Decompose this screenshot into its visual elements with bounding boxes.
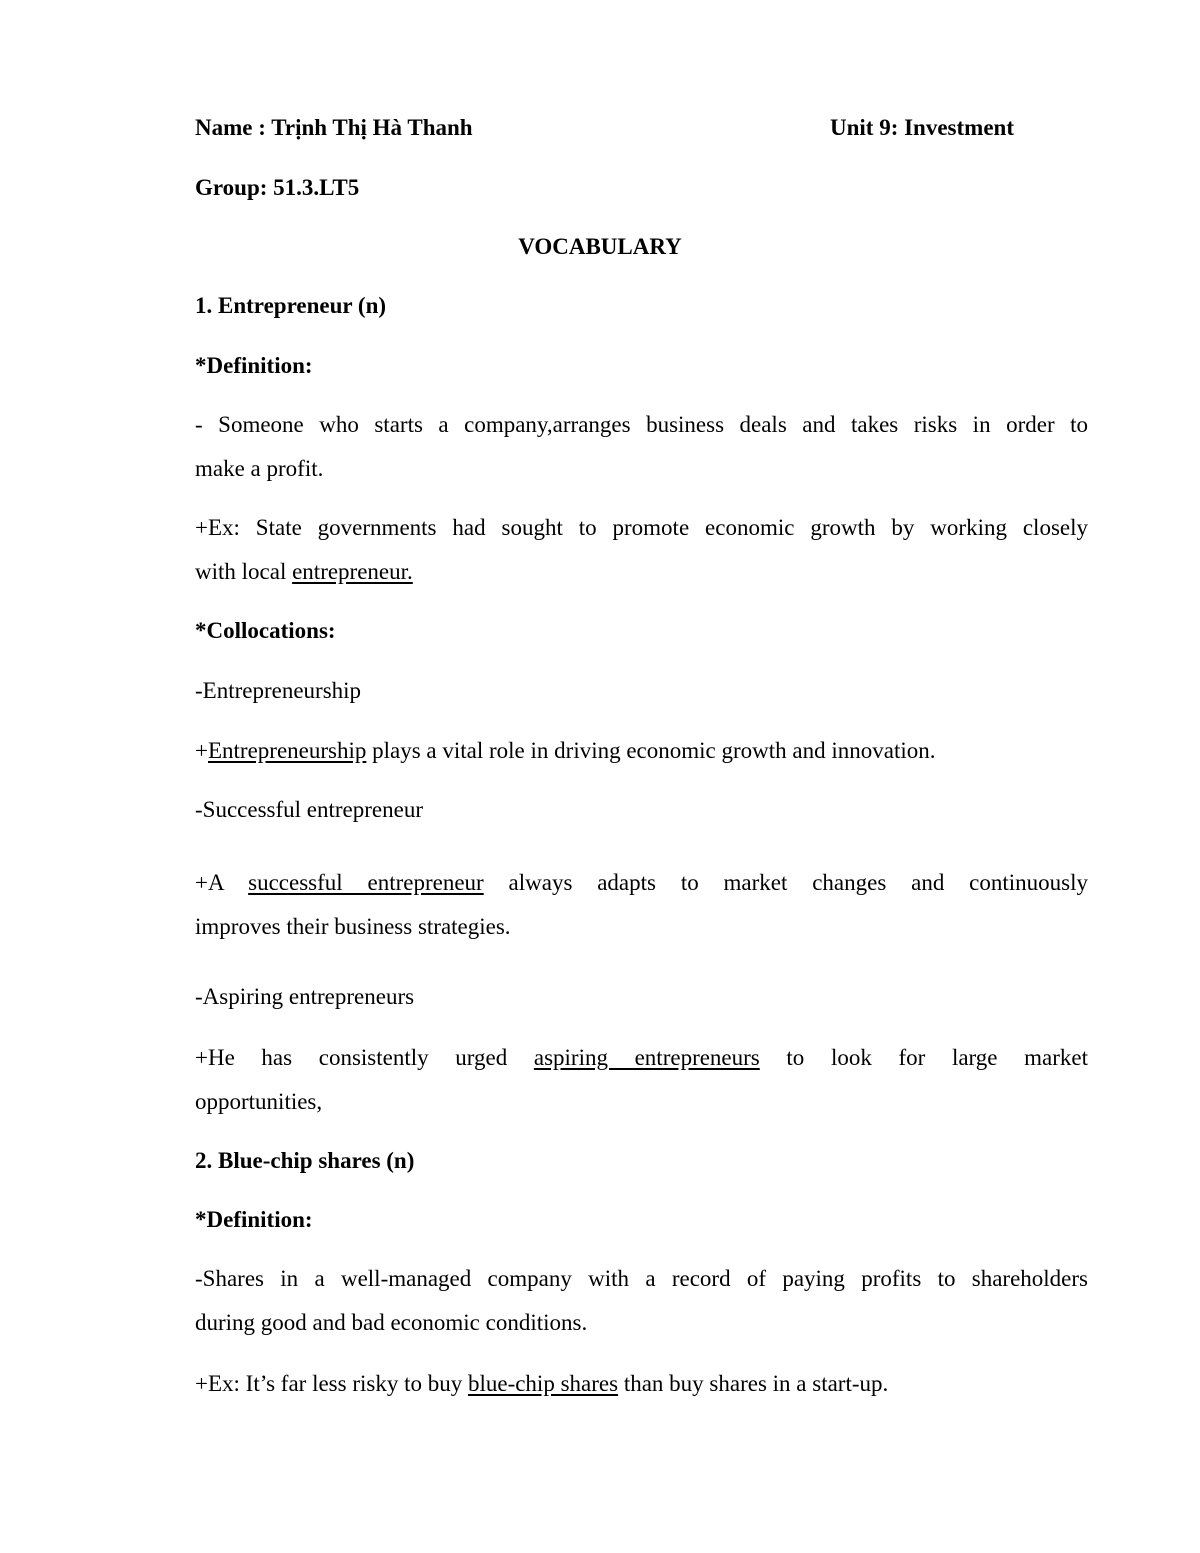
definition-text-cont: during good and bad economic conditions.	[195, 1310, 588, 1335]
example-suffix: always adapts to market changes and continuously	[483, 870, 1088, 895]
example-text	[195, 1362, 1088, 1406]
collocation-example	[195, 861, 1088, 905]
example-text-part: with local	[195, 559, 293, 584]
underlined-term: blue-chip shares	[467, 1371, 619, 1396]
unit-title: Unit 9: Investment	[830, 115, 1014, 140]
underlined-term: entrepreneur.	[292, 559, 413, 584]
example-prefix: +Ex: It’s far less risky to buy	[195, 1371, 468, 1396]
example-text-cont	[195, 550, 1088, 594]
collocation-term: -Entrepreneurship	[195, 678, 362, 703]
example-suffix: to look for large market	[759, 1045, 1088, 1070]
collocation-example	[195, 1036, 1088, 1080]
page-title: VOCABULARY	[518, 234, 682, 259]
underlined-term: successful entrepreneur	[248, 870, 484, 895]
example-suffix: than buy shares in a start-up.	[618, 1371, 889, 1396]
entry-heading: 1. Entrepreneur (n)	[195, 293, 387, 318]
underlined-term: aspiring entrepreneurs	[533, 1045, 760, 1070]
entry-heading: 2. Blue-chip shares (n)	[195, 1148, 415, 1173]
definition-label: *Definition:	[195, 1207, 313, 1232]
definition-text: -Shares in a well-managed company with a record of paying profits to shareholders	[195, 1266, 1088, 1291]
collocation-example	[195, 729, 1088, 773]
definition-label: *Definition:	[195, 353, 313, 378]
definition-text: - Someone who starts a company,arranges business deals and takes risks in order to	[195, 412, 1088, 437]
collocation-example-cont: improves their business strategies.	[195, 914, 511, 939]
collocation-example-cont: opportunities,	[195, 1089, 323, 1114]
example-text: +Ex: State governments had sought to promote economic growth by working closely	[195, 515, 1088, 540]
definition-text-cont: make a profit.	[195, 456, 324, 481]
example-prefix: +	[195, 738, 208, 763]
example-prefix: +He has consistently urged	[195, 1045, 534, 1070]
example-suffix: plays a vital role in driving economic growth and innovation.	[366, 738, 936, 763]
group-label: Group: 51.3.LT5	[195, 175, 360, 200]
underlined-term: Entrepreneurship	[207, 738, 367, 763]
example-prefix: +A	[195, 870, 249, 895]
collocation-term: -Successful entrepreneur	[195, 797, 423, 822]
collocation-term: -Aspiring entrepreneurs	[195, 984, 415, 1009]
student-name: Name : Trịnh Thị Hà Thanh	[195, 115, 473, 140]
collocations-label: *Collocations:	[195, 618, 336, 643]
